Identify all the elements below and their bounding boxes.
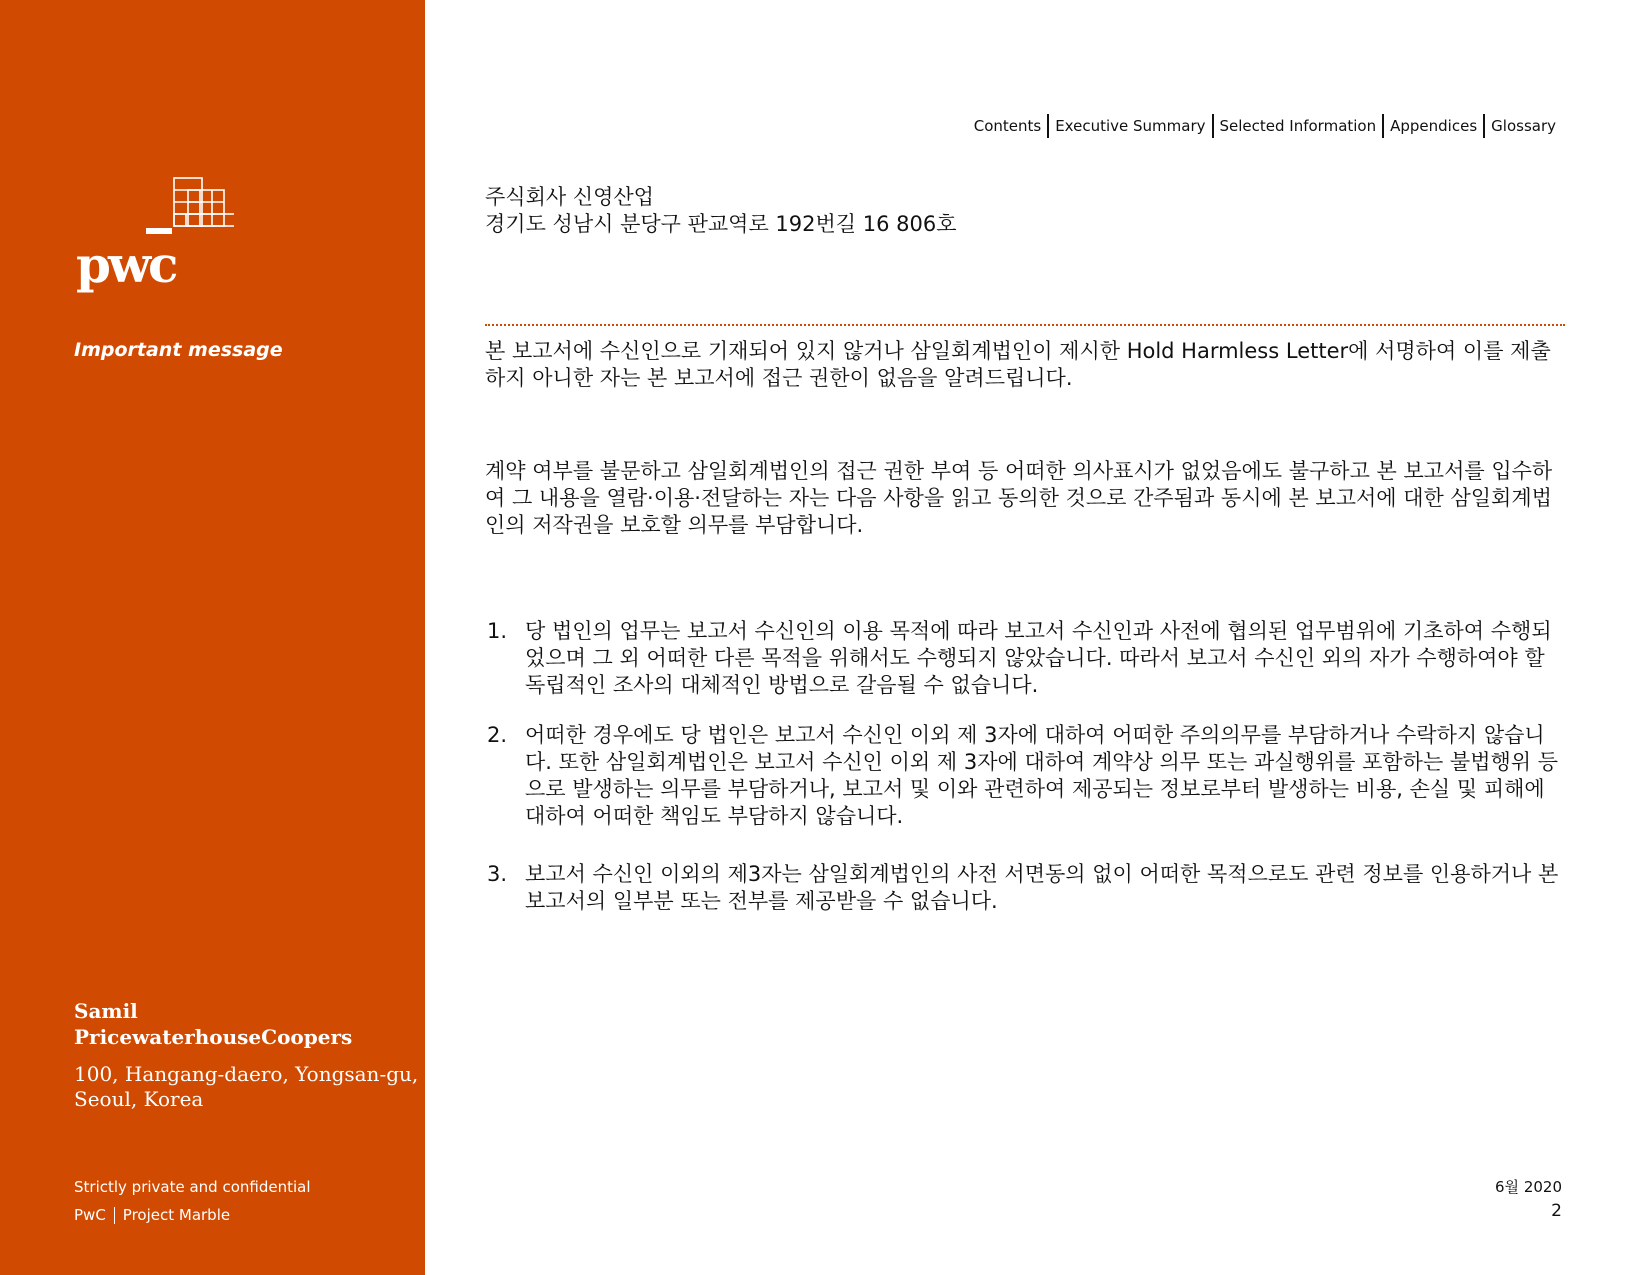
confidential-notice: Strictly private and confidential <box>74 1178 311 1196</box>
recipient-address: 경기도 성남시 분당구 판교역로 192번길 16 806호 <box>485 212 957 236</box>
list-number: 1. <box>487 619 508 643</box>
firm-name-line2: PricewaterhouseCoopers <box>74 1025 353 1049</box>
firm-address-line2: Seoul, Korea <box>74 1087 204 1111</box>
list-item <box>485 618 1565 699</box>
footer-divider <box>114 1207 115 1224</box>
firm-address <box>74 1062 418 1112</box>
report-date: 6월 2020 <box>1495 1178 1562 1196</box>
recipient-company: 주식회사 신영산업 <box>485 185 654 209</box>
firm-address-line1: 100, Hangang-daero, Yongsan-gu, <box>74 1062 419 1086</box>
important-message-heading: Important message <box>74 339 283 361</box>
sidebar <box>0 0 425 1275</box>
top-navigation <box>968 114 1562 138</box>
dotted-divider <box>485 324 1565 326</box>
terms-list-item-3 <box>485 861 1565 915</box>
firm-name-line1: Samil <box>74 999 138 1023</box>
list-item <box>485 861 1565 915</box>
firm-name <box>74 998 352 1050</box>
recipient-block <box>485 184 957 238</box>
list-number: 2. <box>487 723 508 747</box>
nav-appendices[interactable]: Appendices <box>1390 117 1478 135</box>
footer-project <box>74 1206 230 1224</box>
copyright-notice-paragraph: 계약 여부를 불문하고 삼일회계법인의 접근 권한 부여 등 어떠한 의사표시가 없었음에도 불구하고 본 보고서를 입수하여 그 내용을 열람·이용·전달하는 자는 다음 사항을 읽고 동의한 것으로 간주됨과 동시에 본 보고서에 대한 삼일회계법인의 저작권을 보호할 의무를 부담합니다. <box>485 459 1553 537</box>
footer-brand: PwC <box>74 1206 106 1224</box>
nav-contents[interactable]: Contents <box>973 117 1042 135</box>
nav-executive-summary[interactable]: Executive Summary <box>1055 117 1206 135</box>
terms-list-item-1 <box>485 618 1565 699</box>
list-text: 당 법인의 업무는 보고서 수신인의 이용 목적에 따라 보고서 수신인과 사전에 협의된 업무범위에 기초하여 수행되었으며 그 외 어떠한 다른 목적을 위해서도 수행되지 않았습니다. 따라서 보고서 수신인 외의 자가 수행하여야 할 독립적인 조사의 대체적인 방법으로 갈음될 수 없습니다. <box>525 619 1552 697</box>
page-number: 2 <box>1551 1201 1562 1221</box>
list-number: 3. <box>487 862 508 886</box>
list-text: 어떠한 경우에도 당 법인은 보고서 수신인 이외 제 3자에 대하여 어떠한 주의의무를 부담하거나 수락하지 않습니다. 또한 삼일회계법인은 보고서 수신인 이외 제 3자에 대하여 계약상 의무 또는 과실행위를 포함하는 불법행위 등으로 발생하는 의무를 부담하거나, 보고서 및 이와 관련하여 제공되는 정보로부터 발생하는 비용, 손실 및 피해에 대하여 어떠한 책임도 부담하지 않습니다. <box>525 723 1559 828</box>
list-item <box>485 722 1565 830</box>
nav-glossary[interactable]: Glossary <box>1491 117 1556 135</box>
nav-selected-information[interactable]: Selected Information <box>1219 117 1377 135</box>
list-text: 보고서 수신인 이외의 제3자는 삼일회계법인의 사전 서면동의 없이 어떠한 목적으로도 관련 정보를 인용하거나 본 보고서의 일부분 또는 전부를 제공받을 수 없습니다. <box>525 862 1559 913</box>
footer-project-name: Project Marble <box>122 1206 231 1224</box>
pwc-logo-text: pwc <box>76 235 176 294</box>
terms-list-item-2 <box>485 722 1565 830</box>
access-notice-paragraph: 본 보고서에 수신인으로 기재되어 있지 않거나 삼일회계법인이 제시한 Hold Harmless Letter에 서명하여 이를 제출하지 아니한 자는 본 보고서에 접근 권한이 없음을 알려드립니다. <box>485 339 1551 390</box>
